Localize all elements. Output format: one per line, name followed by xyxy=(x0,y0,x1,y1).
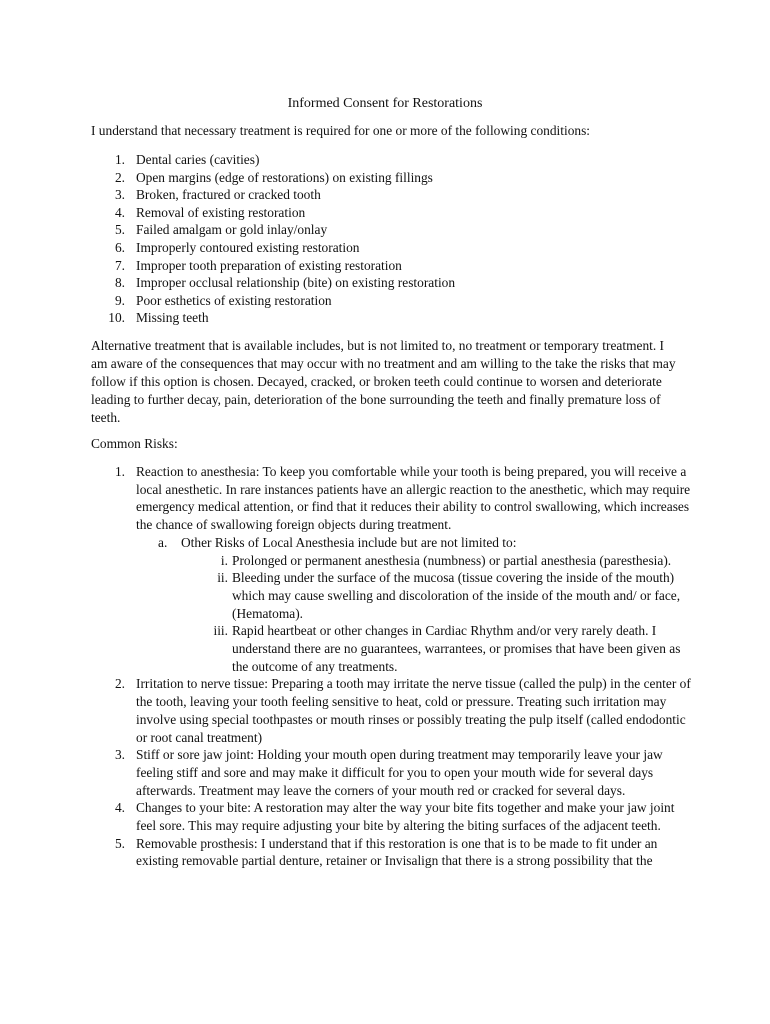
list-item-number: 2. xyxy=(114,169,125,185)
risk-number: 1. xyxy=(114,464,125,479)
list-item-text: Failed amalgam or gold inlay/onlay xyxy=(136,222,328,238)
list-item xyxy=(91,309,691,327)
risk-subsubitem xyxy=(136,622,691,675)
list-item-text: Missing teeth xyxy=(136,310,209,326)
risk-text: Irritation to nerve tissue: Preparing a tooth may irritate the nerve tissue (called the pulp) in the center of the tooth, leaving your tooth feeling sensitive to heat, cold or pressure. Treating such irritation may involve using special toothpastes or mouth rinses or possibly treating the pulp itself (called endodontic or root canal treatment) xyxy=(136,676,691,745)
list-item-text: Improper occlusal relationship (bite) on existing restoration xyxy=(136,275,456,291)
risk-text: Stiff or sore jaw joint: Holding your mouth open during treatment may temporarily leave your jaw feeling stiff and sore and may make it difficult for you to open your mouth wide for several days afterwards. Treatment may leave the corners of your mouth red or cracked for several days. xyxy=(136,747,663,798)
risk-item-anesthesia xyxy=(91,463,691,675)
risk-item-nerve-irritation xyxy=(91,675,691,746)
risk-subitem xyxy=(136,534,691,676)
alternative-treatment-paragraph: Alternative treatment that is available includes, but is not limited to, no treatment or temporary treatment. I am aware of the consequences that may occur with no treatment and am willing to the take the risks that may follow if this option is chosen. Decayed, cracked, or broken teeth could continue to worsen and deteriorate leading to further decay, pain, deterioration of the bone surrounding the teeth and finally premature loss of teeth. xyxy=(91,338,676,425)
intro-text: I understand that necessary treatment is required for one or more of the following conditions: xyxy=(91,123,591,138)
list-item-number: 4. xyxy=(114,204,125,220)
list-item xyxy=(91,186,691,204)
risk-subitem-text: Other Risks of Local Anesthesia include but are not limited to: xyxy=(181,534,517,550)
risk-subsubitem-text: Bleeding under the surface of the mucosa (tissue covering the inside of the mouth) which may cause swelling and discoloration of the inside of the mouth and/ or face, (Hematoma). xyxy=(232,570,681,621)
risk-item-removable-prosthesis xyxy=(91,835,691,870)
conditions-list xyxy=(91,151,691,327)
list-item xyxy=(91,221,691,239)
risk-number: 5. xyxy=(114,835,125,851)
list-item-text: Improper tooth preparation of existing restoration xyxy=(136,257,402,273)
list-item-number: 8. xyxy=(114,275,125,291)
risk-number: 3. xyxy=(114,747,125,763)
document-title: Informed Consent for Restorations xyxy=(287,96,483,111)
list-item xyxy=(91,274,691,292)
risk-subsubitem-number: iii. xyxy=(213,623,228,639)
list-item xyxy=(91,204,691,222)
list-item xyxy=(91,257,691,275)
list-item xyxy=(91,292,691,310)
risk-subsubitem xyxy=(136,552,691,570)
list-item xyxy=(91,239,691,257)
list-item-number: 9. xyxy=(114,292,125,308)
common-risks-list xyxy=(91,463,691,870)
risk-item-jaw-joint xyxy=(91,746,691,799)
list-item-number: 1. xyxy=(114,152,125,167)
list-item-text: Poor esthetics of existing restoration xyxy=(136,292,332,308)
risk-subsubitem-number: ii. xyxy=(217,570,228,586)
list-item-number: 6. xyxy=(114,239,125,255)
risk-number: 2. xyxy=(114,676,125,692)
list-item xyxy=(91,169,691,187)
risk-subsubitem-text: Rapid heartbeat or other changes in Cardiac Rhythm and/or very rarely death. I understand there are no guarantees, warrantees, or promises that have been given as the outcome of any treatments. xyxy=(232,623,681,674)
risk-text: Changes to your bite: A restoration may alter the way your bite fits together and make your jaw joint feel sore. This may require adjusting your bite by altering the biting surfaces of the adjacent teeth. xyxy=(136,800,675,834)
list-item-text: Broken, fractured or cracked tooth xyxy=(136,187,321,203)
risk-subitem-label: a. xyxy=(158,534,168,550)
list-item xyxy=(91,151,691,169)
risk-subsubitem-number: i. xyxy=(220,552,228,568)
list-item-text: Improperly contoured existing restoration xyxy=(136,239,360,255)
list-item-number: 10. xyxy=(108,310,125,326)
risk-subsubitem xyxy=(136,569,691,622)
list-item-text: Open margins (edge of restorations) on existing fillings xyxy=(136,169,433,185)
risk-subsubitem-text: Prolonged or permanent anesthesia (numbness) or partial anesthesia (paresthesia). xyxy=(232,552,672,568)
risk-number: 4. xyxy=(114,800,125,816)
list-item-number: 5. xyxy=(114,222,125,238)
common-risks-heading: Common Risks: xyxy=(91,436,178,451)
risk-text: Removable prosthesis: I understand that if this restoration is one that is to be made to fit under an existing removable partial denture, retainer or Invisalign that there is a strong possibility that the xyxy=(136,835,658,869)
list-item-number: 3. xyxy=(114,187,125,203)
risk-item-bite-changes xyxy=(91,799,691,834)
list-item-text: Removal of existing restoration xyxy=(136,204,306,220)
list-item-text: Dental caries (cavities) xyxy=(136,152,260,167)
risk-text: Reaction to anesthesia: To keep you comfortable while your tooth is being prepared, you will receive a local anesthetic. In rare instances patients have an allergic reaction to the anesthetic, which may require emergency medical attention, or find that it reduces their ability to control swallowing, which increases the chance of swallowing foreign objects during treatment. xyxy=(136,464,691,533)
list-item-number: 7. xyxy=(114,257,125,273)
